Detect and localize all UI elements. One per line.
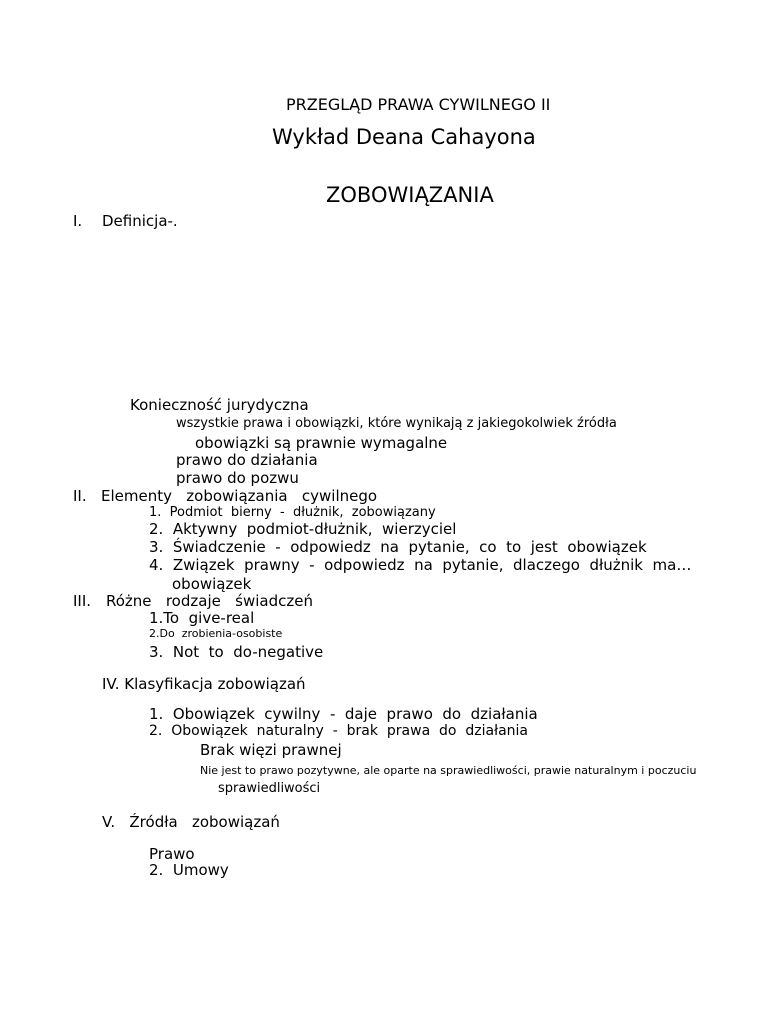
section-4-title: IV. Klasyfikacja zobowiązań: [102, 675, 306, 693]
list-item: 1. Obowiązek cywilny - daje prawo do działania: [149, 705, 538, 723]
list-item: 4. Związek prawny - odpowiedz na pytanie, dlaczego dłużnik ma…: [149, 556, 692, 574]
list-item: [173, 453, 318, 468]
section-3-number: III.: [73, 592, 92, 610]
list-item: 2.Do zrobienia-osobiste: [149, 627, 283, 640]
list-item: 1.To give-real: [149, 609, 255, 627]
list-item: [173, 471, 299, 486]
section-2-title: Elementy zobowiązania cywilnego: [101, 487, 378, 505]
list-item: 3. Świadczenie - odpowiedz na pytanie, co to jest obowiązek: [149, 538, 647, 556]
list-item: 1. Podmiot bierny - dłużnik, zobowiązany: [149, 505, 436, 520]
list-item: [127, 398, 309, 413]
list-item: 2. Aktywny podmiot-dłużnik, wierzyciel: [149, 520, 457, 538]
topic-title: ZOBOWIĄZANIA: [326, 183, 494, 207]
list-item-label: prawo do działania: [176, 451, 318, 469]
list-item: 3. Not to do-negative: [149, 643, 324, 661]
list-item: [173, 417, 617, 430]
list-item-label: Konieczność jurydyczna: [130, 396, 309, 414]
section-1-title: Definicja-.: [102, 212, 178, 230]
list-item-continuation: sprawiedliwości: [218, 781, 321, 796]
lecture-title: Wykład Deana Cahayona: [272, 125, 536, 149]
list-item-continuation: obowiązki są prawnie wymagalne: [195, 434, 448, 452]
section-1-number: I.: [73, 212, 83, 230]
list-item-label: Nie jest to prawo pozytywne, ale oparte na sprawiedliwości, prawie naturalnym i poczuciu: [200, 764, 697, 777]
course-title: PRZEGLĄD PRAWA CYWILNEGO II: [286, 95, 551, 114]
list-item: [197, 743, 342, 758]
list-item: [197, 765, 696, 776]
list-item-label: Brak więzi prawnej: [200, 741, 342, 759]
section-5-title: V. Źródła zobowiązań: [102, 813, 280, 831]
section-3-title: Różne rodzaje świadczeń: [106, 592, 313, 610]
list-item-continuation: obowiązek: [172, 575, 252, 593]
list-item: 2. Obowiązek naturalny - brak prawa do działania: [149, 723, 529, 739]
list-item-label: prawo do pozwu: [176, 469, 299, 487]
list-item-label: wszystkie prawa i obowiązki, które wynikają z jakiegokolwiek źródła: [176, 416, 617, 431]
list-item: 2. Umowy: [149, 861, 229, 879]
list-item: Prawo: [149, 845, 195, 863]
section-2-number: II.: [73, 487, 87, 505]
